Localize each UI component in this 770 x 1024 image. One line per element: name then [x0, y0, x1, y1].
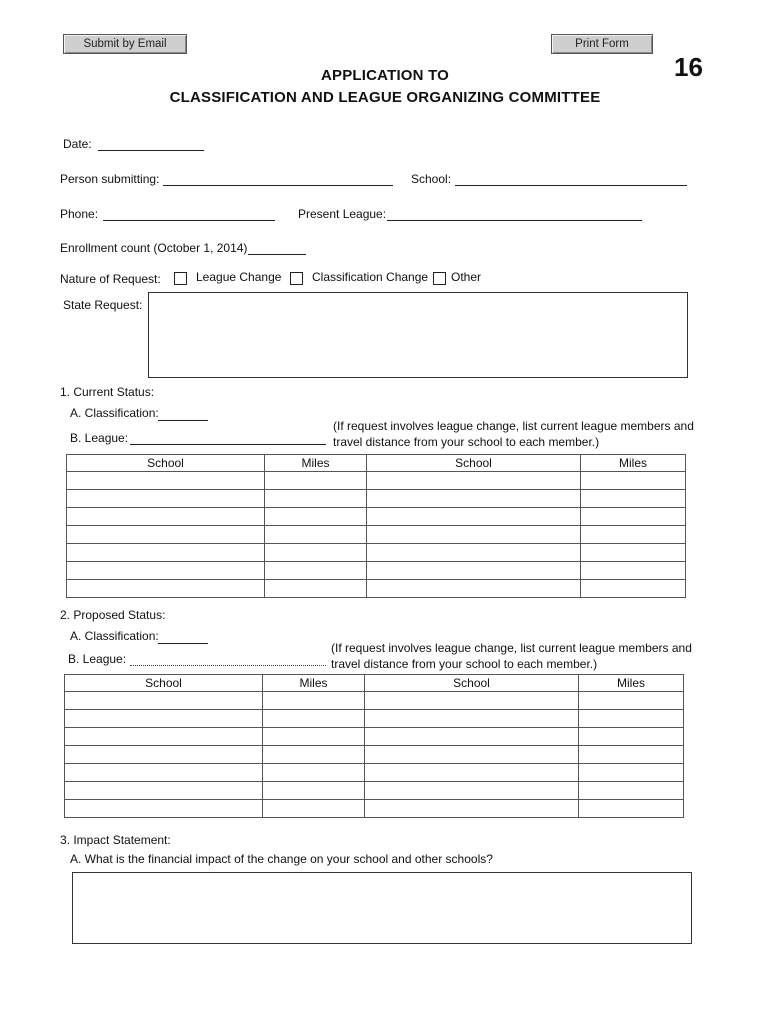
- submit-by-email-button[interactable]: Submit by Email: [63, 34, 187, 54]
- proposed-note-line-2: travel distance from your school to each member.): [331, 657, 598, 671]
- table-cell[interactable]: [367, 580, 581, 598]
- table-cell[interactable]: [67, 472, 265, 490]
- table-cell[interactable]: [67, 490, 265, 508]
- table-cell[interactable]: [579, 728, 684, 746]
- proposed-classification-label: A. Classification:: [70, 629, 159, 643]
- table-row: [65, 764, 684, 782]
- table-cell[interactable]: [365, 764, 579, 782]
- classification-change-checkbox[interactable]: [290, 272, 303, 285]
- table-row: [65, 692, 684, 710]
- current-league-label: B. League:: [70, 431, 129, 445]
- proposed-league-label: B. League:: [68, 652, 127, 666]
- other-checkbox[interactable]: [433, 272, 446, 285]
- header-miles: Miles: [579, 675, 684, 692]
- table-cell[interactable]: [367, 508, 581, 526]
- table-cell[interactable]: [581, 580, 686, 598]
- table-cell[interactable]: [265, 562, 367, 580]
- table-row: [67, 544, 686, 562]
- table-cell[interactable]: [579, 692, 684, 710]
- table-cell[interactable]: [263, 800, 365, 818]
- table-cell[interactable]: [65, 800, 263, 818]
- league-change-checkbox[interactable]: [174, 272, 187, 285]
- classification-change-label: Classification Change: [312, 270, 429, 284]
- table-cell[interactable]: [65, 692, 263, 710]
- header-miles: Miles: [581, 455, 686, 472]
- table-cell[interactable]: [581, 526, 686, 544]
- date-field[interactable]: [98, 150, 204, 151]
- table-row: [65, 728, 684, 746]
- person-submitting-field[interactable]: [163, 185, 393, 186]
- form-number: 16: [674, 52, 703, 82]
- nature-of-request-label: Nature of Request:: [60, 272, 161, 286]
- table-cell[interactable]: [365, 782, 579, 800]
- current-classification-label: A. Classification:: [70, 406, 159, 420]
- table-cell[interactable]: [67, 508, 265, 526]
- table-cell[interactable]: [579, 782, 684, 800]
- proposed-league-field[interactable]: [130, 665, 326, 666]
- table-row: [67, 580, 686, 598]
- table-cell[interactable]: [65, 746, 263, 764]
- header-school: School: [67, 455, 265, 472]
- table-cell[interactable]: [265, 490, 367, 508]
- phone-label: Phone:: [60, 207, 99, 221]
- header-school: School: [65, 675, 263, 692]
- header-school: School: [365, 675, 579, 692]
- current-note-line-2: travel distance from your school to each member.): [333, 435, 600, 449]
- table-row: [67, 526, 686, 544]
- table-cell[interactable]: [367, 472, 581, 490]
- table-cell[interactable]: [581, 562, 686, 580]
- table-row: [67, 562, 686, 580]
- table-cell[interactable]: [263, 692, 365, 710]
- school-label: School:: [411, 172, 452, 186]
- table-row: [67, 508, 686, 526]
- impact-statement-textarea[interactable]: [72, 872, 692, 944]
- table-cell[interactable]: [263, 728, 365, 746]
- current-classification-field[interactable]: [158, 420, 208, 421]
- header-school: School: [367, 455, 581, 472]
- table-cell[interactable]: [365, 710, 579, 728]
- table-cell[interactable]: [65, 764, 263, 782]
- table-cell[interactable]: [265, 544, 367, 562]
- other-label: Other: [451, 270, 482, 284]
- table-cell[interactable]: [265, 580, 367, 598]
- person-submitting-label: Person submitting:: [60, 172, 160, 186]
- table-cell[interactable]: [367, 490, 581, 508]
- table-cell[interactable]: [65, 710, 263, 728]
- table-row: [65, 746, 684, 764]
- table-cell[interactable]: [67, 544, 265, 562]
- title-line-2: CLASSIFICATION AND LEAGUE ORGANIZING COMMITTEE: [169, 89, 601, 106]
- school-field[interactable]: [455, 185, 687, 186]
- table-cell[interactable]: [67, 562, 265, 580]
- impact-question-a: A. What is the financial impact of the change on your school and other schools?: [70, 852, 493, 866]
- table-cell[interactable]: [265, 526, 367, 544]
- table-cell[interactable]: [263, 764, 365, 782]
- table-cell[interactable]: [65, 728, 263, 746]
- table-row: [65, 800, 684, 818]
- table-cell[interactable]: [365, 728, 579, 746]
- header-miles: Miles: [263, 675, 365, 692]
- table-cell[interactable]: [265, 508, 367, 526]
- table-cell[interactable]: [581, 544, 686, 562]
- current-note-line-1: (If request involves league change, list current league members and: [333, 419, 694, 433]
- league-change-label: League Change: [196, 270, 282, 284]
- header-miles: Miles: [265, 455, 367, 472]
- table-row: [65, 782, 684, 800]
- print-form-button[interactable]: Print Form: [551, 34, 653, 54]
- table-cell[interactable]: [581, 490, 686, 508]
- table-cell[interactable]: [367, 544, 581, 562]
- title-line-1: APPLICATION TO: [320, 67, 450, 84]
- impact-statement-heading: 3. Impact Statement:: [60, 833, 171, 847]
- current-status-heading: 1. Current Status:: [60, 385, 155, 399]
- table-cell[interactable]: [581, 508, 686, 526]
- table-cell[interactable]: [65, 782, 263, 800]
- date-label: Date:: [63, 137, 92, 151]
- table-cell[interactable]: [263, 710, 365, 728]
- proposed-note-line-1: (If request involves league change, list current league members and: [331, 641, 692, 655]
- table-row: [65, 710, 684, 728]
- table-cell[interactable]: [365, 746, 579, 764]
- current-league-field[interactable]: [130, 444, 326, 445]
- proposed-status-heading: 2. Proposed Status:: [60, 608, 166, 622]
- table-cell[interactable]: [367, 526, 581, 544]
- table-cell[interactable]: [581, 472, 686, 490]
- table-row: [67, 490, 686, 508]
- table-cell[interactable]: [67, 526, 265, 544]
- table-cell[interactable]: [365, 692, 579, 710]
- proposed-classification-field[interactable]: [158, 643, 208, 644]
- table-cell[interactable]: [579, 800, 684, 818]
- state-request-label: State Request:: [63, 298, 143, 312]
- table-cell[interactable]: [265, 472, 367, 490]
- proposed-league-table: [64, 674, 684, 818]
- current-league-table: [66, 454, 686, 598]
- table-cell[interactable]: [579, 710, 684, 728]
- enrollment-field[interactable]: [248, 254, 306, 255]
- table-cell[interactable]: [579, 746, 684, 764]
- table-cell[interactable]: [67, 580, 265, 598]
- state-request-textarea[interactable]: [148, 292, 688, 378]
- present-league-field[interactable]: [387, 220, 642, 221]
- table-row: [67, 472, 686, 490]
- enrollment-label: Enrollment count (October 1, 2014): [60, 241, 248, 255]
- table-cell[interactable]: [579, 764, 684, 782]
- table-cell[interactable]: [365, 800, 579, 818]
- present-league-label: Present League:: [298, 207, 387, 221]
- table-cell[interactable]: [263, 782, 365, 800]
- table-cell[interactable]: [367, 562, 581, 580]
- phone-field[interactable]: [103, 220, 275, 221]
- table-cell[interactable]: [263, 746, 365, 764]
